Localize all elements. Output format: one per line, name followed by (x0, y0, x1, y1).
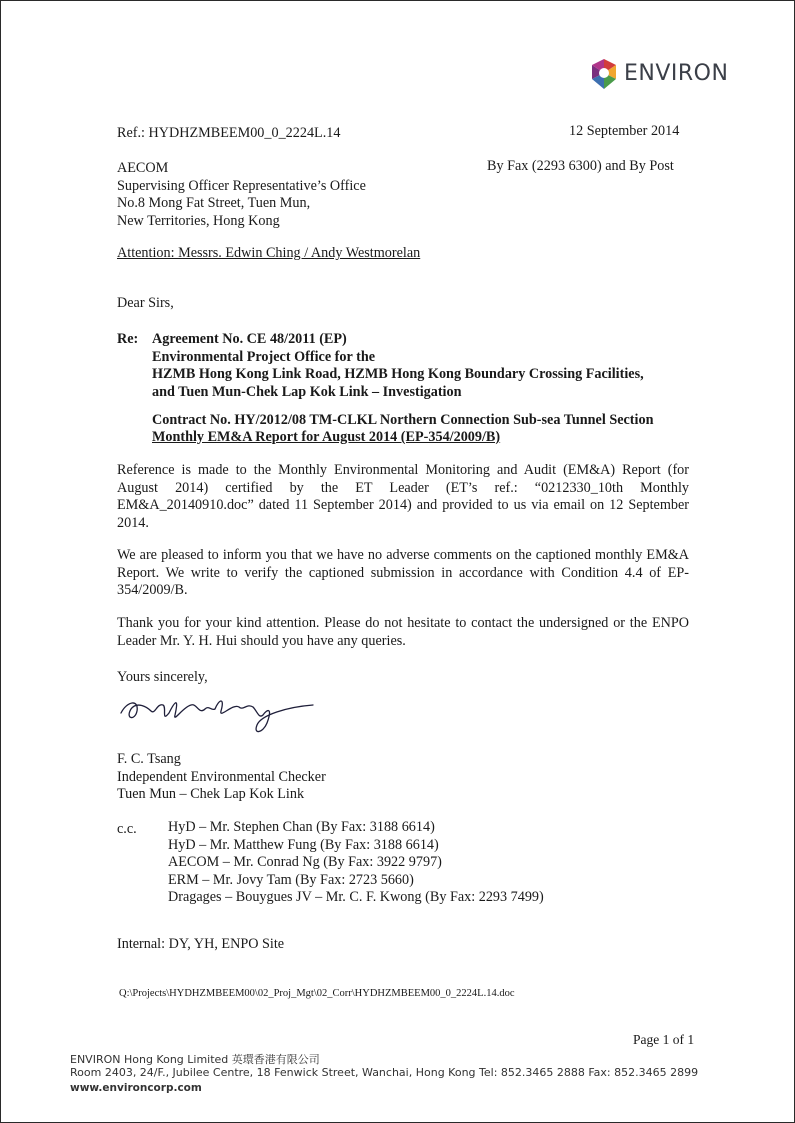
delivery-method: By Fax (2293 6300) and By Post (487, 158, 674, 174)
letter-date: 12 September 2014 (569, 123, 680, 139)
subject-block (152, 331, 644, 401)
salutation: Dear Sirs, (117, 295, 174, 311)
cc-label: c.c. (117, 821, 137, 837)
cc-item: AECOM – Mr. Conrad Ng (By Fax: 3922 9797) (168, 854, 442, 870)
handwritten-signature (117, 689, 317, 739)
signatory-title: Independent Environmental Checker (117, 768, 326, 785)
report-title: Monthly EM&A Report for August 2014 (EP-354/2009/B) (152, 429, 501, 445)
footer-company: ENVIRON Hong Kong Limited 英環香港有限公司 (70, 1053, 320, 1066)
recipient-address (117, 160, 366, 230)
internal-distribution: Internal: DY, YH, ENPO Site (117, 936, 285, 952)
reference-number: Ref.: HYDHZMBEEM00_0_2224L.14 (117, 125, 341, 141)
environ-logo-icon (588, 57, 620, 91)
re-label: Re: (117, 331, 139, 347)
body-paragraph-2: We are pleased to inform you that we have no adverse comments on the captioned monthly EM&A Report. We write to verify the captioned submission in accordance with Condition 4.4 of EP-354/2009/B. (117, 547, 689, 598)
page-number: Page 1 of 1 (633, 1032, 695, 1047)
cc-list (168, 819, 544, 907)
signatory-name: F. C. Tsang (117, 751, 181, 767)
subject-line: HZMB Hong Kong Link Road, HZMB Hong Kong Boundary Crossing Facilities, (152, 366, 644, 382)
contract-line: Contract No. HY/2012/08 TM-CLKL Northern Connection Sub-sea Tunnel Section (152, 412, 654, 428)
recipient-line: No.8 Mong Fat Street, Tuen Mun, (117, 195, 311, 211)
attention-line: Attention: Messrs. Edwin Ching / Andy Westmorelan (117, 245, 421, 261)
recipient-line: New Territories, Hong Kong (117, 212, 280, 229)
body-paragraph-3: Thank you for your kind attention. Please do not hesitate to contact the undersigned or the ENPO Leader Mr. Y. H. Hui should you have any queries. (117, 615, 689, 649)
cc-item: HyD – Mr. Stephen Chan (By Fax: 3188 6614) (168, 819, 435, 835)
recipient-line: AECOM (117, 160, 169, 176)
body-paragraph-1: Reference is made to the Monthly Environmental Monitoring and Audit (EM&A) Report (for August 2014) certified by the ET Leader (ET’s ref.: “0212330_10th Monthly EM&A_20140910.doc” dated 11 September 2014) and provided to us via email on 12 September 2014. (117, 462, 689, 531)
signatory-block (117, 751, 326, 804)
file-path: Q:\Projects\HYDHZMBEEM00\02_Proj_Mgt\02_Corr\HYDHZMBEEM00_0_2224L.14.doc (119, 988, 515, 999)
footer-website: www.environcorp.com (70, 1082, 202, 1094)
recipient-line: Supervising Officer Representative’s Office (117, 177, 366, 194)
subject-line: Environmental Project Office for the (152, 348, 376, 365)
logo-wordmark: ENVIRON (624, 61, 729, 86)
subject-line: and Tuen Mun-Chek Lap Kok Link – Investigation (152, 383, 462, 400)
closing: Yours sincerely, (117, 669, 208, 685)
signatory-project: Tuen Mun – Chek Lap Kok Link (117, 786, 305, 802)
footer-address: Room 2403, 24/F., Jubilee Centre, 18 Fenwick Street, Wanchai, Hong Kong Tel: 852.3465 2888 Fax: 852.3465 2899 (70, 1066, 699, 1079)
cc-item: HyD – Mr. Matthew Fung (By Fax: 3188 6614) (168, 836, 439, 853)
subject-line: Agreement No. CE 48/2011 (EP) (152, 331, 347, 347)
cc-item: Dragages – Bouygues JV – Mr. C. F. Kwong (By Fax: 2293 7499) (168, 889, 544, 905)
environ-logo (588, 57, 738, 93)
cc-item: ERM – Mr. Jovy Tam (By Fax: 2723 5660) (168, 871, 414, 888)
